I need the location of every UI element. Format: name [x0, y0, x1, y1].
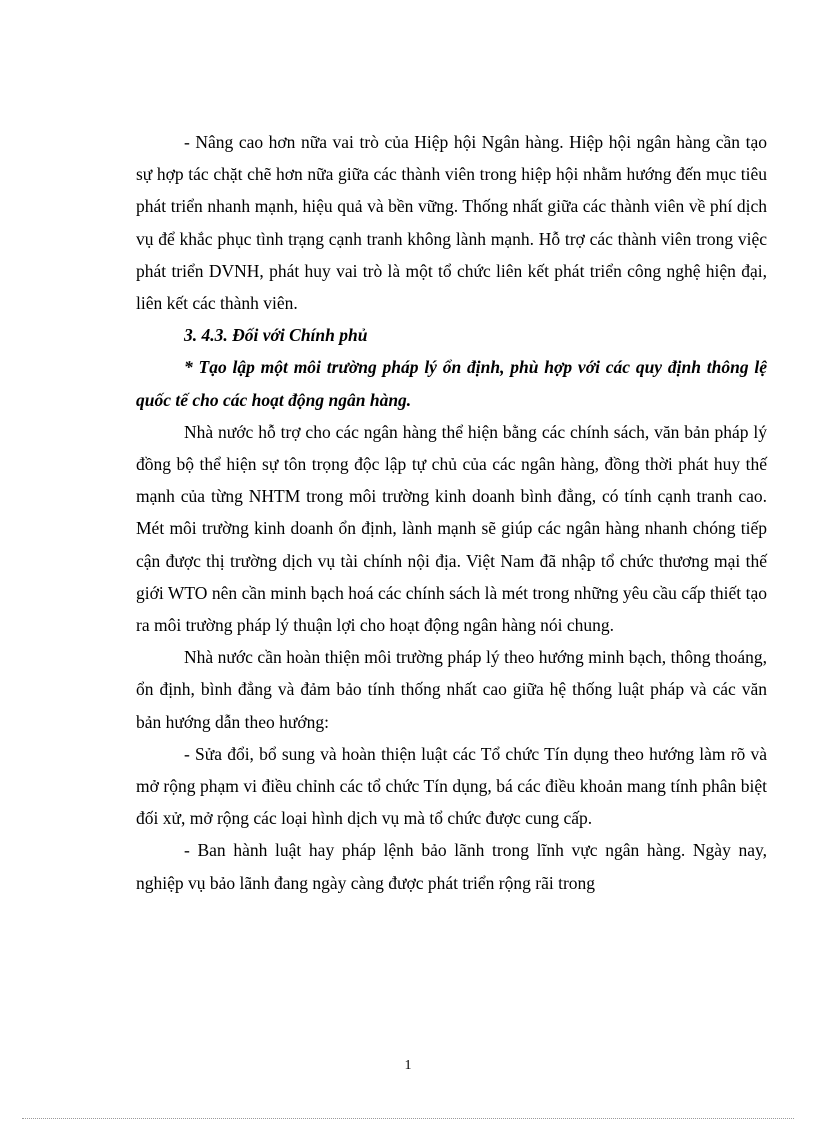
paragraph-guarantee-law: - Ban hành luật hay pháp lệnh bảo lãnh trong lĩnh vực ngân hàng. Ngày nay, nghiệp vụ bảo lãnh đang ngày càng được phát triển rộng rãi trong — [136, 840, 767, 893]
paragraph-credit-law: - Sửa đổi, bổ sung và hoàn thiện luật các Tổ chức Tín dụng theo hướng làm rõ và mở rộng phạm vi điều chỉnh các tổ chức Tín dụng, bá các điều khoản mang tính phân biệt đối xử, mở rộng các loại hình dịch vụ mà tổ chức được cung cấp. — [136, 743, 767, 829]
page-bottom-rule — [22, 1118, 794, 1119]
paragraph-legal-environment: Nhà nước cần hoàn thiện môi trường pháp lý theo hướng minh bạch, thông thoáng, ổn định, bình đẳng và đảm bảo tính thống nhất cao giữa hệ thống luật pháp và các văn bản hướng dẫn theo hướng: — [136, 647, 767, 732]
document-body — [136, 126, 767, 899]
section-heading: 3. 4.3. Đối với Chính phủ — [184, 325, 368, 346]
paragraph-state-support: Nhà nước hỗ trợ cho các ngân hàng thể hiện bằng các chính sách, văn bản pháp lý đồng bộ thể hiện sự tôn trọng độc lập tự chủ của các ngân hàng, đồng thời phát huy thế mạnh của từng NHTM trong môi trường kinh doanh bình đẳng, có tính cạnh tranh cao. Mét môi trường kinh doanh ổn định, lành mạnh sẽ giúp các ngân hàng nhanh chóng tiếp cận được thị trường dịch vụ tài chính nội địa. Việt Nam đã nhập tổ chức thương mại thế giới WTO nên cần minh bạch hoá các chính sách là mét trong những yêu cầu cấp thiết tạo ra môi trường pháp lý thuận lợi cho hoạt động ngân hàng nói chung. — [136, 421, 767, 636]
paragraph-banking-association: - Nâng cao hơn nữa vai trò của Hiệp hội Ngân hàng. Hiệp hội ngân hàng cần tạo sự hợp tác chặt chẽ hơn nữa giữa các thành viên trong hiệp hội nhằm hướng đến mục tiêu phát triển nhanh mạnh, hiệu quả và bền vững. Thống nhất giữa các thành viên về phí dịch vụ để khắc phục tình trạng cạnh tranh không lành mạnh. Hỗ trợ các thành viên trong việc phát triển DVNH, phát huy vai trò là một tổ chức liên kết phát triển công nghệ hiện đại, liên kết các thành viên. — [136, 132, 767, 314]
page-number: 1 — [404, 1058, 412, 1073]
section-subheading: * Tạo lập một môi trường pháp lý ổn định, phù hợp với các quy định thông lệ quốc tế cho các hoạt động ngân hàng. — [136, 357, 767, 410]
